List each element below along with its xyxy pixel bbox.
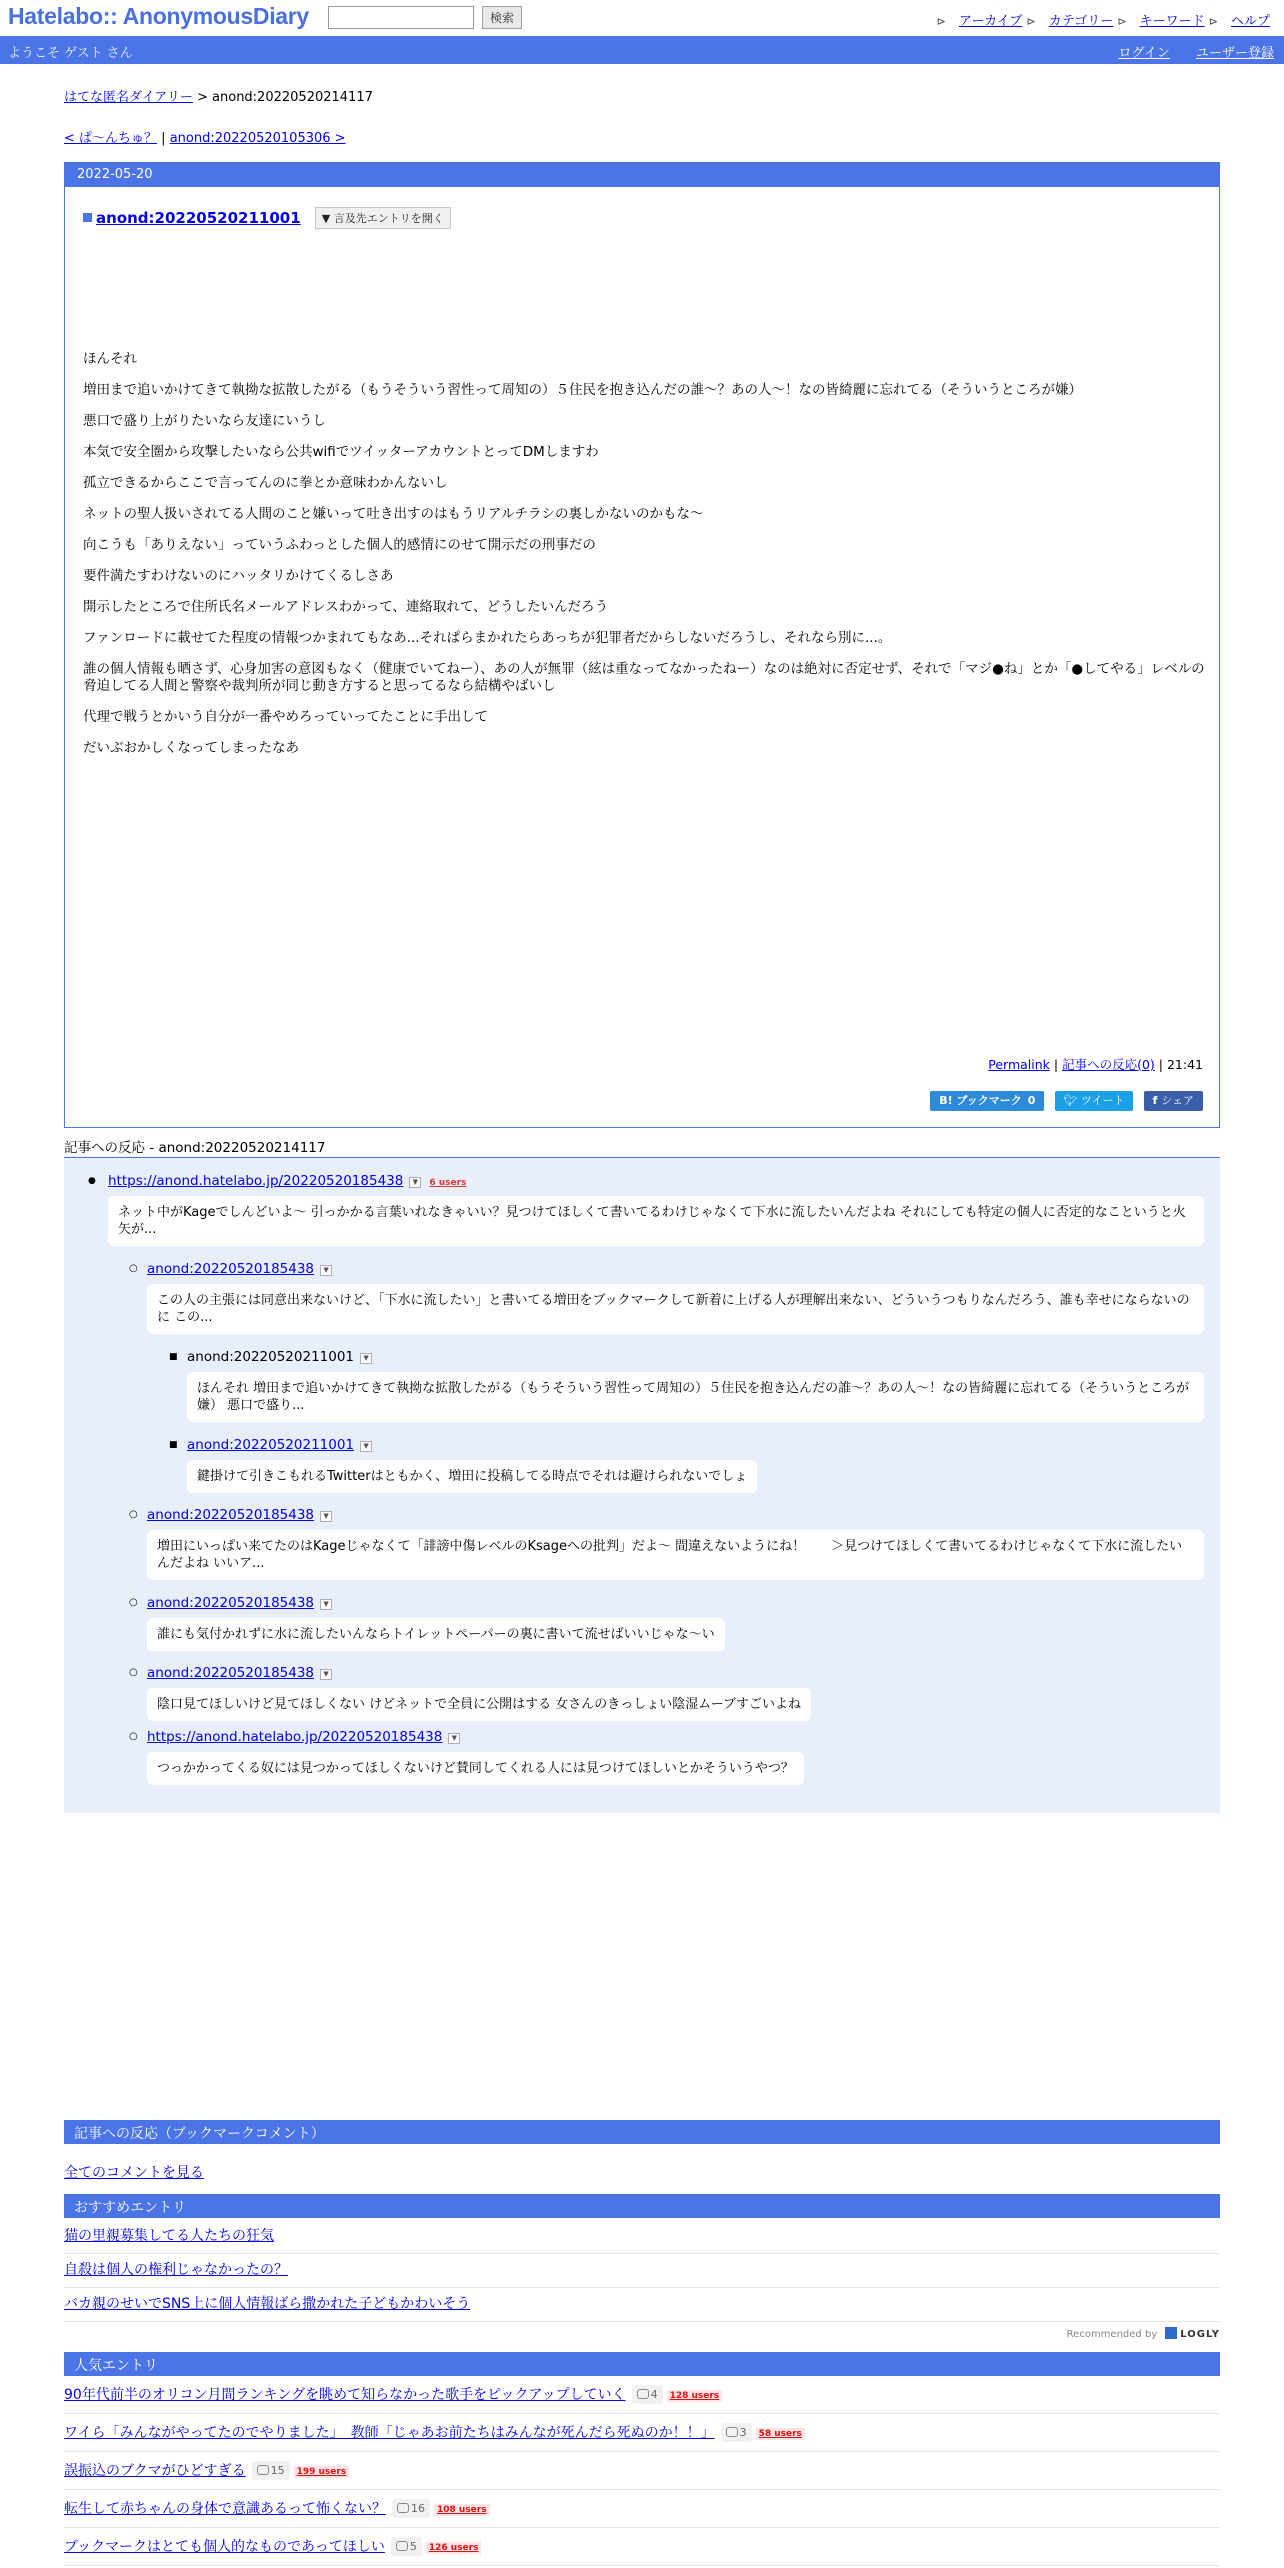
comment-count[interactable] xyxy=(252,2461,290,2480)
reaction-excerpt: 誰にも気付かれずに水に流したいんならトイレットペーパーの裏に書いて流せばいいじゃな〜い xyxy=(147,1618,725,1651)
reaction-excerpt: この人の主張には同意出来ないけど、「下水に流したい」と書いてる増田をブックマークして新着に上げる人が理解出来ない、どういうつもりなんだろう、誰も幸せにならないのに この... xyxy=(147,1284,1204,1334)
entry-paragraph: 本気で安全圏から攻撃したいなら公共wifiでツイッターアカウントとってDMしますわ xyxy=(83,444,599,460)
entry-box xyxy=(64,162,1220,1128)
account-links xyxy=(1096,42,1274,61)
entry-paragraph: ネットの聖人扱いされてる人間のこと嫌いって吐き出すのはもうリアルチラシの裏しかないのかもな～ xyxy=(83,506,704,522)
reaction-item xyxy=(147,1595,332,1611)
recommended-entry-link[interactable]: バカ親のせいでSNS上に個人情報ばら撒かれた子どもかわいそう xyxy=(64,2296,471,2312)
recommended-by-label: Recommended by xyxy=(1066,2329,1158,2340)
users-count-badge[interactable]: 58 users xyxy=(756,2428,805,2440)
share-label: シェア xyxy=(1161,1094,1194,1107)
reaction-link[interactable]: anond:20220520211001 xyxy=(187,1437,355,1453)
comment-count-value: 5 xyxy=(409,2540,417,2553)
comment-count-value: 16 xyxy=(411,2502,425,2515)
list-item xyxy=(64,2288,1220,2322)
users-count-badge[interactable]: 128 users xyxy=(667,2390,723,2402)
bookmark-comments-header: 記事への反応（ブックマークコメント） xyxy=(64,2120,1220,2144)
reaction-excerpt: ネット中がKageでしんどいよ～ 引っかかる言葉いれなきゃいい？見つけてほしくて書いてるわけじゃなくて下水に流したいんだよね それにしても特定の個人に否定的なこというと火矢が... xyxy=(108,1196,1204,1246)
comment-icon xyxy=(637,2389,649,2399)
login-link[interactable]: ログイン xyxy=(1118,46,1170,61)
see-all-comments-link[interactable]: 全てのコメントを見る xyxy=(64,2165,204,2181)
list-item xyxy=(64,2490,1220,2528)
reactions-count-link[interactable]: 記事への反応(0) xyxy=(1062,1057,1155,1072)
chevron-down-icon[interactable]: ▼ xyxy=(360,1441,372,1452)
reaction-excerpt: 増田にいっぱい来てたのはKageじゃなくて「誹謗中傷レベルのKsageへの批判」だよ〜 間違えないようにね！ ＞見つけてほしくて書いてるわけじゃなくて下水に流したいんだよね いいア... xyxy=(147,1530,1204,1580)
entry-paragraph: 孤立できるからここで言ってんのに拳とか意味わかんないし xyxy=(83,475,448,491)
comment-count[interactable] xyxy=(392,2499,430,2518)
entry-time: 21:41 xyxy=(1166,1057,1203,1072)
bookmark-count: 0 xyxy=(1027,1094,1036,1107)
comment-icon xyxy=(396,2541,408,2551)
entry-paragraph: 開示したところで住所氏名メールアドレスわかって、連絡取れて、どうしたいんだろう xyxy=(83,599,609,615)
logly-icon xyxy=(1165,2327,1177,2339)
reaction-title: anond:20220520211001 xyxy=(187,1349,355,1365)
popular-entry-link[interactable]: 90年代前半のオリコン月間ランキングを眺めて知らなかった歌手をピックアップしていく xyxy=(64,2387,626,2403)
reaction-item xyxy=(187,1437,372,1453)
arrow-icon: ⊳ xyxy=(1117,15,1127,28)
recommended-list xyxy=(64,2220,1220,2322)
popular-entry-link[interactable]: ワイら「みんながやってたのでやりました」 教師「じゃあお前たちはみんなが死んだら死ぬのか！！」 xyxy=(64,2425,715,2441)
reaction-item xyxy=(147,1665,332,1681)
entry-paragraph: 要件満たすわけないのにハッタリかけてくるしさあ xyxy=(83,568,394,584)
reaction-link[interactable]: anond:20220520185438 xyxy=(147,1595,315,1611)
reaction-link[interactable]: anond:20220520185438 xyxy=(147,1261,315,1277)
site-logo[interactable]: Hatelabo:: AnonymousDiary xyxy=(8,3,309,29)
breadcrumb-current: anond:20220520214117 xyxy=(212,90,373,105)
breadcrumb-separator: > xyxy=(196,90,208,105)
chevron-down-icon[interactable]: ▼ xyxy=(320,1511,332,1522)
entry-paragraph: ほんそれ xyxy=(83,351,137,367)
reaction-item xyxy=(147,1261,332,1277)
reaction-item xyxy=(147,1507,332,1523)
reaction-excerpt: 鍵掛けて引きこもれるTwitterはともかく、増田に投稿してる時点でそれは避けられないでしょ xyxy=(187,1460,757,1493)
nav-help-link[interactable]: ヘルプ xyxy=(1230,14,1270,29)
reactions-panel xyxy=(64,1158,1220,1813)
chevron-down-icon[interactable]: ▼ xyxy=(320,1669,332,1680)
share-buttons xyxy=(924,1091,1203,1111)
mention-toggle-button[interactable]: ▼ 言及先エントリを開く xyxy=(315,207,451,229)
users-count-badge[interactable]: 126 users xyxy=(426,2542,482,2554)
prev-entry-link[interactable]: < ぱ〜んちゅ？ xyxy=(64,131,158,146)
popular-entry-link[interactable]: ブックマークはとても個人的なものであってほしい xyxy=(64,2539,385,2555)
list-item xyxy=(64,2414,1220,2452)
tweet-button[interactable] xyxy=(1055,1091,1134,1111)
arrow-icon: ⊳ xyxy=(1026,15,1036,28)
nav-category-link[interactable]: カテゴリー xyxy=(1048,14,1114,29)
entry-paragraph: 向こうも「ありえない」っていうふわっとした個人的感情にのせて開示だの刑事だの xyxy=(83,537,596,553)
reaction-excerpt: ほんそれ 増田まで追いかけてきて執拗な拡散したがる（もうそういう習性って周知の）５住民を抱き込んだの誰～？あの人～！なの皆綺麗に忘れてる（そういうところが嫌） 悪口で盛り... xyxy=(187,1372,1204,1422)
entry-title-link[interactable]: anond:20220520211001 xyxy=(96,209,301,227)
entry-title-row xyxy=(83,207,451,229)
twitter-bird-icon: 🐦︎ xyxy=(1063,1094,1081,1107)
entry-paragraph: 悪口で盛り上がりたいなら友達にいうし xyxy=(83,413,326,429)
nav-separator: | xyxy=(161,131,166,146)
recommended-by xyxy=(1067,2327,1220,2340)
recommended-entry-link[interactable]: 猫の里親募集してる人たちの狂気 xyxy=(64,2228,274,2244)
entry-footer: Permalink | 記事への反応(0) | 21:41 xyxy=(988,1057,1203,1072)
recommended-header: おすすめエントリ xyxy=(64,2194,1220,2218)
users-count-badge[interactable]: 6 users xyxy=(429,1178,467,1188)
top-header xyxy=(0,0,1284,36)
arrow-icon: ⊳ xyxy=(936,15,946,28)
popular-list xyxy=(64,2376,1220,2566)
reaction-link[interactable]: anond:20220520185438 xyxy=(147,1665,315,1681)
reaction-item xyxy=(108,1173,466,1189)
reaction-link[interactable]: anond:20220520185438 xyxy=(147,1507,315,1523)
users-count-badge[interactable]: 108 users xyxy=(434,2504,490,2516)
reaction-item xyxy=(147,1729,460,1745)
chevron-down-icon[interactable]: ▼ xyxy=(448,1733,460,1744)
nav-keyword-link[interactable]: キーワード xyxy=(1139,14,1205,29)
next-entry-link[interactable]: anond:20220520105306 > xyxy=(169,131,346,146)
reaction-link[interactable]: https://anond.hatelabo.jp/20220520185438 xyxy=(108,1173,404,1189)
reaction-link[interactable]: https://anond.hatelabo.jp/20220520185438 xyxy=(147,1729,443,1745)
entry-paragraph: 増田まで追いかけてきて執拗な拡散したがる（もうそういう習性って周知の）５住民を抱き込んだの誰～？あの人～！なの皆綺麗に忘れてる（そういうところが嫌） xyxy=(83,382,1082,398)
entry-body xyxy=(83,351,1208,771)
user-bar xyxy=(0,36,1284,64)
bookmark-label: B! ブックマーク xyxy=(939,1094,1022,1107)
reactions-title: 記事への反応 - anond:20220520214117 xyxy=(64,1136,1220,1158)
entry-paragraph: ファンロードに載せてた程度の情報つかまれてもなあ...それぱらまかれたらあっちが犯罪者だからしないだろうし、それなら別に...。 xyxy=(83,630,892,646)
reaction-excerpt: つっかかってくる奴には見つかってほしくないけど賛同してくれる人には見つけてほしいとかそういうやつ？ xyxy=(147,1752,804,1785)
entry-paragraph: 代理で戦うとかいう自分が一番やめろっていってたことに手出して xyxy=(83,709,488,725)
welcome-text: ようこそ ゲスト さん xyxy=(8,46,133,61)
chevron-down-icon[interactable]: ▼ xyxy=(409,1177,421,1188)
breadcrumb-home-link[interactable]: はてな匿名ダイアリー xyxy=(64,90,193,105)
breadcrumb xyxy=(64,86,1220,105)
list-item xyxy=(64,2220,1220,2254)
comment-count[interactable] xyxy=(632,2385,663,2404)
list-item xyxy=(64,2452,1220,2490)
list-item xyxy=(64,2376,1220,2414)
tweet-label: ツイート xyxy=(1081,1094,1125,1107)
facebook-icon: f xyxy=(1152,1094,1162,1107)
chevron-down-icon[interactable]: ▼ xyxy=(360,1353,372,1364)
comment-icon xyxy=(726,2427,738,2437)
logly-logo[interactable]: LOGLY xyxy=(1180,2329,1220,2340)
entry-paragraph: だいぶおかしくなってしまったなあ xyxy=(83,740,299,756)
comment-count[interactable] xyxy=(721,2423,752,2442)
popular-header: 人気エントリ xyxy=(64,2352,1220,2376)
reaction-excerpt: 陰口見てほしいけど見てほしくない けどネットで全員に公開はする 女さんのきっしょい陰湿ムーブすごいよね xyxy=(147,1688,811,1721)
comment-icon xyxy=(257,2465,269,2475)
nav-archive-link[interactable]: アーカイブ xyxy=(958,14,1023,29)
comment-count-value: 15 xyxy=(270,2464,285,2477)
register-link[interactable]: ユーザー登録 xyxy=(1195,46,1274,61)
list-item xyxy=(64,2254,1220,2288)
comment-count-value: 3 xyxy=(739,2426,747,2439)
facebook-share-button[interactable] xyxy=(1144,1091,1203,1111)
popular-entry-link[interactable]: 誤振込のブクマがひどすぎる xyxy=(64,2463,246,2479)
comment-count[interactable] xyxy=(391,2537,422,2556)
search-input[interactable] xyxy=(328,6,474,29)
prev-next-nav xyxy=(64,127,1220,146)
entry-paragraph: 誰の個人情報も晒さず、心身加害の意図もなく（健康でいてねー）、あの人が無罪（絃は重なってなかったねー）なのは絶対に否定せず、それで「マジ●ね」とか「●してやる」レベルの脅迫してる人間と警察や裁判所が同じ動き方すると思ってるなら結構やばいし xyxy=(83,661,1205,694)
list-item xyxy=(64,2528,1220,2566)
comment-count-value: 4 xyxy=(650,2388,658,2401)
recommended-entry-link[interactable]: 自殺は個人の権利じゃなかったの？ xyxy=(64,2262,288,2278)
popular-entry-link[interactable]: 転生して赤ちゃんの身体で意識あるって怖くない？ xyxy=(64,2501,386,2517)
chevron-down-icon[interactable]: ▼ xyxy=(320,1265,332,1276)
chevron-down-icon[interactable]: ▼ xyxy=(320,1599,332,1610)
entry-date: 2022-05-20 xyxy=(65,163,1219,187)
square-icon xyxy=(83,213,92,222)
users-count-badge[interactable]: 199 users xyxy=(294,2466,350,2478)
arrow-icon: ⊳ xyxy=(1208,15,1218,28)
permalink-link[interactable]: Permalink xyxy=(988,1057,1050,1072)
reaction-item xyxy=(187,1349,372,1365)
comment-icon xyxy=(397,2503,409,2513)
top-nav xyxy=(937,10,1270,29)
search-button[interactable]: 検索 xyxy=(482,6,522,29)
hatena-bookmark-button[interactable] xyxy=(930,1091,1044,1111)
